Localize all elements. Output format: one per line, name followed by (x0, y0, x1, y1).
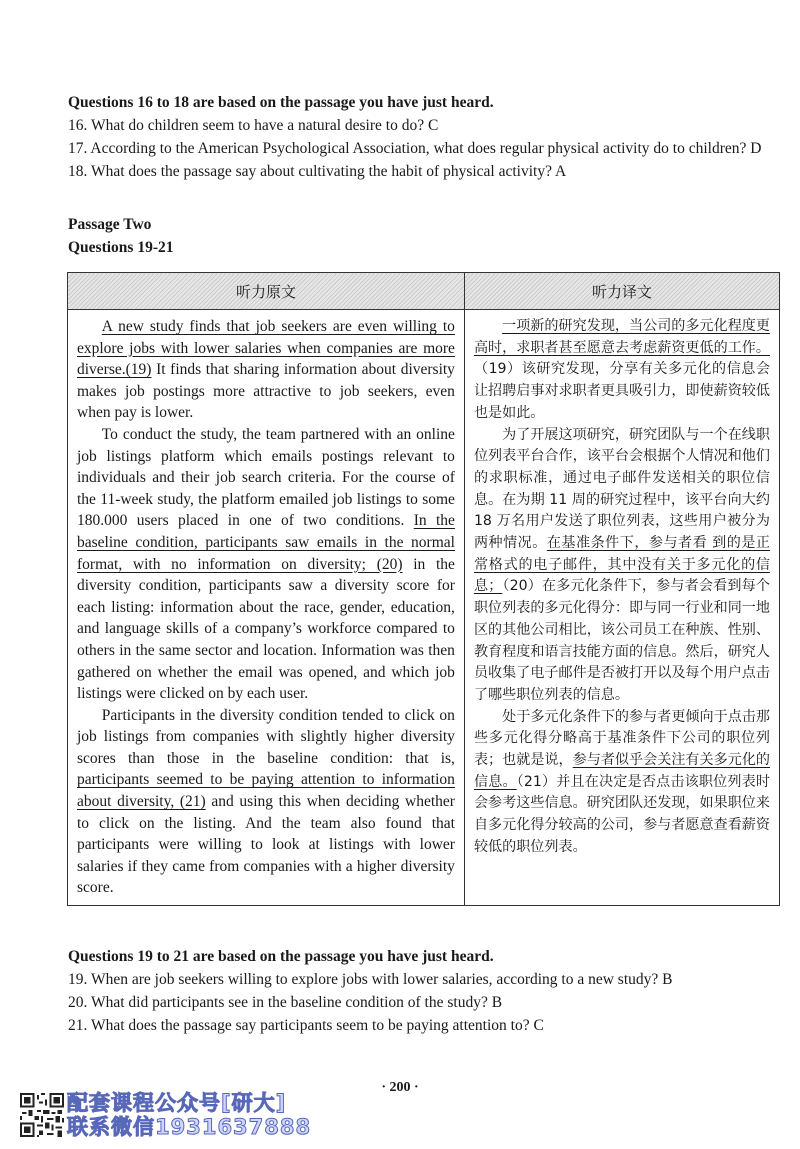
chinese-translation (464, 310, 779, 906)
section-heading: Questions 16 to 18 are based on the passage you have just heard. (68, 94, 494, 111)
passage-heading (68, 213, 174, 259)
en-paragraph-3 (77, 705, 455, 899)
en-text: Participants in the diversity condition tended to click on job listings from companies with slightly higher diversity scores than those in the baseline condition: that is, (77, 706, 455, 767)
zh-underline-19: 一项新的研究发现，当公司的多元化程度更高时，求职者甚至愿意去考虑薪资更低的工作。 (473, 318, 770, 356)
zh-text: （19）该研究发现，分享有关多元化的信息会让招聘启事对求职者更具吸引力，即使薪资较低也是如此。 (473, 361, 770, 421)
en-text: and using this when deciding whether to click on the listing. And the team also found that participants were willing to look at listings with lower salaries if they came from companies with a higher diversity score. (77, 793, 455, 897)
zh-underline-20: 在基准条件下，参与者看 到的是正常格式的电子邮件，其中没有关于多元化的信息； (473, 535, 771, 595)
en-text: It finds that sharing information about diversity makes job postings more attractive to job seekers, even when pay is lower. (77, 361, 455, 422)
en-text: To conduct the study, the team partnered with an online job listings platform which emails postings relevant to individuals and their job search criteria. For the course of the 11-week study, the platform emailed job listings to some 180.000 users placed in one of two conditions. (77, 425, 455, 530)
passage-subtitle: Questions 19-21 (68, 239, 174, 256)
header-original-transcript: 听力原文 (68, 273, 465, 310)
question-17: 17. According to the American Psychological Association, what does regular physical activity do to children? D (68, 140, 762, 157)
watermark-line-2: 联系微信1931637888 (67, 1115, 312, 1139)
header-translation: 听力译文 (464, 273, 779, 310)
questions-16-18-block (68, 91, 780, 183)
questions-19-21-block (68, 945, 780, 1037)
zh-paragraph-3 (474, 707, 770, 859)
question-16: 16. What do children seem to have a natural desire to do? C (68, 117, 439, 134)
zh-text: 处于多元化条件下的参与者更倾向于点击那些多元化得分略高于基准条件下公司的职位列表；也就是说， (473, 708, 770, 769)
en-paragraph-2 (77, 424, 455, 705)
question-20: 20. What did participants see in the baseline condition of the study? B (68, 994, 503, 1011)
answer-underline-21: participants seemed to be paying attention to information about diversity, (21) (77, 771, 455, 811)
zh-text: 为了开展这项研究，研究团队与一个在线职位列表平台合作，该平台会根据个人情况和他们的求职标准，通过电子邮件发送相关的职位信息。在为期 11 周的研究过程中，该平台向大约 18 万名用户发送了职位列表，这些用户被分为两种情况。 (473, 426, 770, 552)
qr-code-icon (20, 1093, 64, 1137)
zh-text: （20）在多元化条件下，参与者会看到每个职位列表的多元化得分：即与同一行业和同一地区的其他公司相比，该公司员工在种族、性别、教育程度和语言技能方面的信息。然后，研究人员收集了电子邮件是否被打开以及每个用户点击了哪些职位列表的信息。 (473, 578, 770, 703)
watermark-promo (67, 1091, 311, 1139)
zh-text: （21）并且在决定是否点击该职位列表时会参考这些信息。研究团队还发现，如果职位来自多元化得分较高的公司，参与者愿意查看薪资较低的职位列表。 (473, 773, 770, 855)
transcript-table (67, 272, 780, 906)
answer-underline-19: A new study finds that job seekers are even willing to explore jobs with lower salaries when companies are more diverse.(19) (77, 318, 455, 379)
en-paragraph-1 (77, 316, 455, 424)
zh-paragraph-1 (474, 316, 770, 425)
answer-underline-20: In the baseline condition, participants saw emails in the normal format, with no information on diversity; (20) (77, 512, 455, 573)
passage-title: Passage Two (68, 216, 152, 233)
question-21: 21. What does the passage say participants seem to be paying attention to? C (68, 1017, 544, 1034)
english-transcript (68, 310, 465, 906)
zh-underline-21: 参与者似乎会关注有关多元化的信息。 (473, 752, 771, 790)
section-heading: Questions 19 to 21 are based on the passage you have just heard. (68, 948, 494, 965)
watermark-line-1: 配套课程公众号[研大] (67, 1091, 287, 1115)
zh-paragraph-2 (474, 425, 770, 707)
page-number: · 200 · (381, 1080, 419, 1095)
question-18: 18. What does the passage say about cultivating the habit of physical activity? A (68, 163, 567, 180)
en-text: in the diversity condition, participants saw a diversity score for each listing: information about the race, gender, education, and language skills of a company’s workforce compared to others in the same sector and location. Information was then gathered on whether the email was opened, and which job listings were clicked on by each user. (77, 555, 455, 703)
question-19: 19. When are job seekers willing to explore jobs with lower salaries, according to a new study? B (68, 971, 673, 988)
